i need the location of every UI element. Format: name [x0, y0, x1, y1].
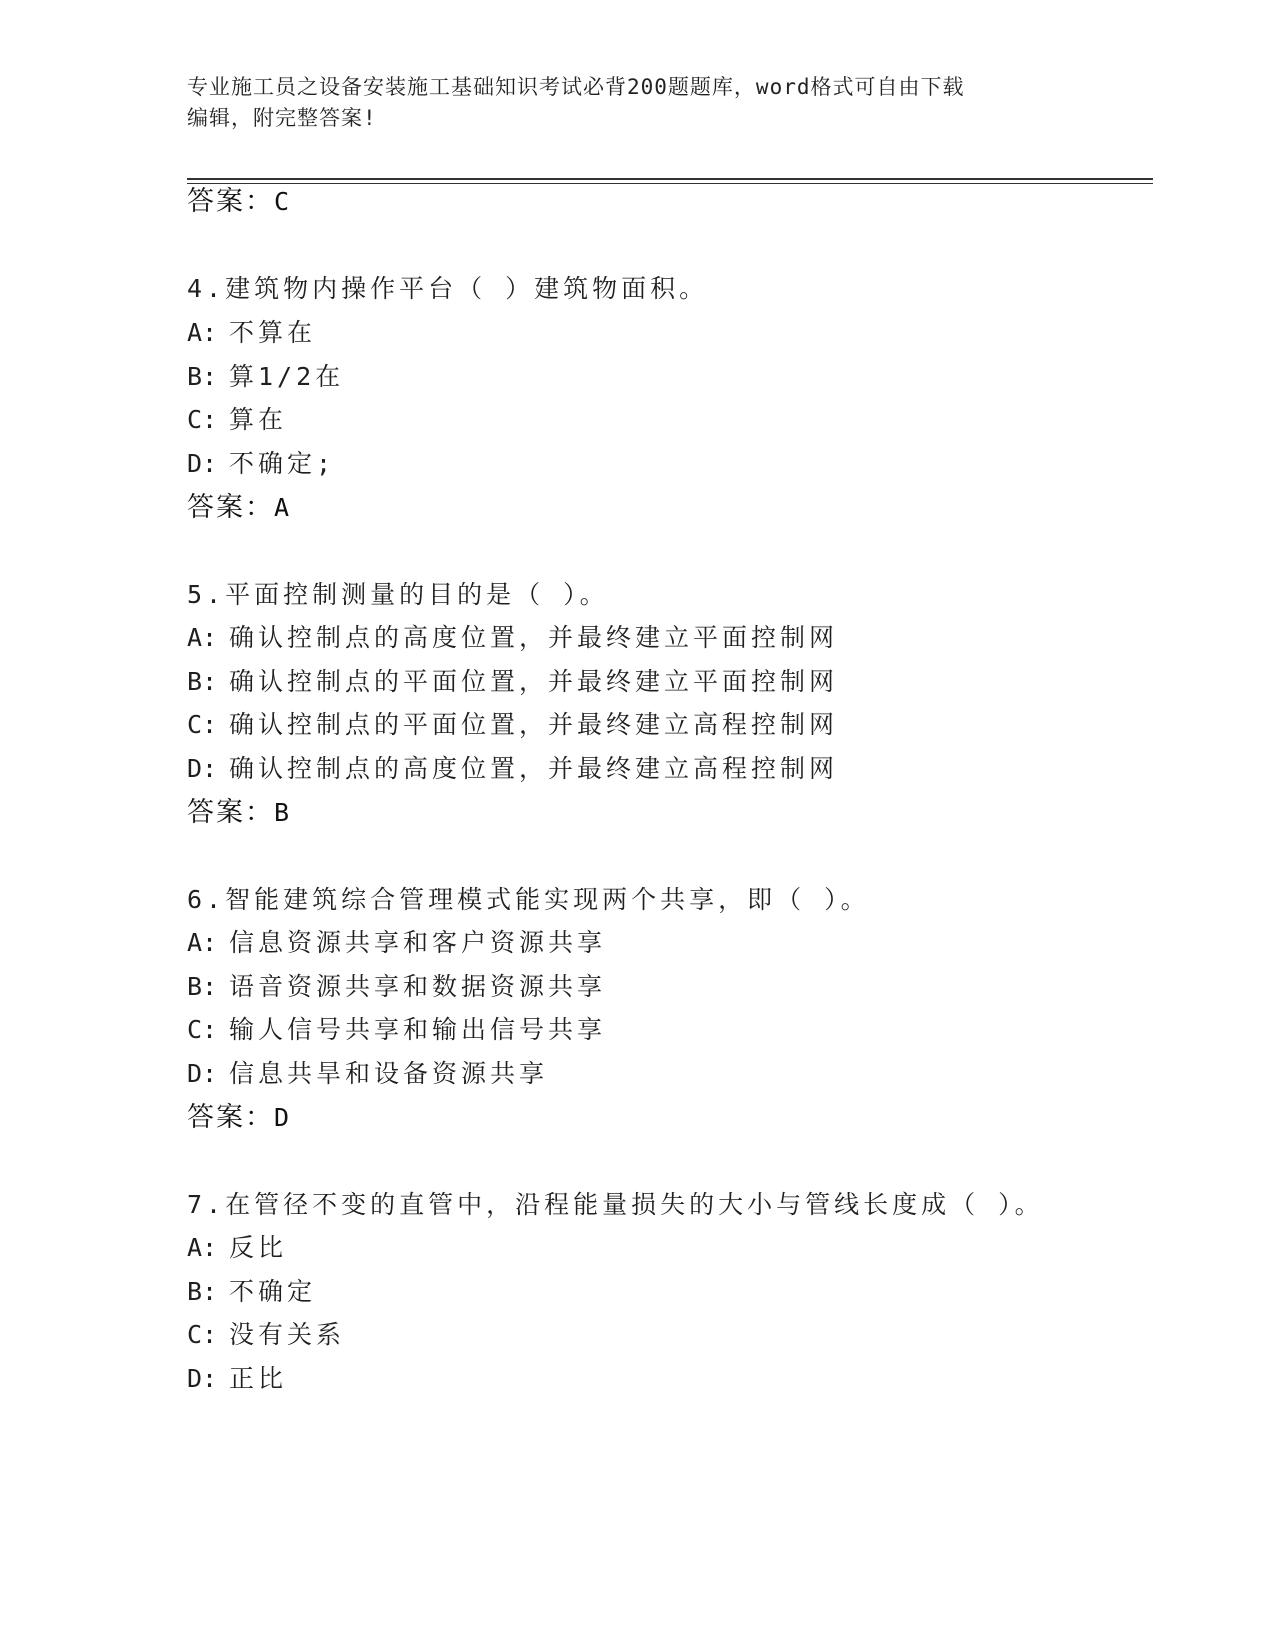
answer-label: 答案： [187, 186, 274, 216]
question-text: 6.智能建筑综合管理模式能实现两个共享，即（ ）。 [187, 885, 870, 914]
option-line [187, 667, 838, 697]
option-letter: D: [187, 1059, 218, 1088]
option-letter: A: [187, 928, 218, 957]
option-letter: D: [187, 1364, 218, 1393]
option-letter: C: [187, 1320, 218, 1349]
option-text: 信息资源共享和客户资源共享 [229, 928, 607, 957]
option-line [187, 449, 335, 479]
option-letter: B: [187, 667, 218, 696]
answer-label: 答案： [187, 1102, 274, 1132]
header-line-2: 编辑，附完整答案! [187, 106, 377, 130]
option-text: 确认控制点的平面位置，并最终建立高程控制网 [229, 710, 839, 739]
option-text: 算在 [229, 405, 288, 434]
option-letter: A: [187, 318, 218, 347]
option-line [187, 1277, 316, 1307]
option-text: 不确定; [229, 449, 336, 478]
option-text: 信息共旱和设备资源共享 [229, 1059, 549, 1088]
option-letter: D: [187, 449, 218, 478]
option-text: 算1/2在 [229, 362, 345, 391]
option-letter: C: [187, 1015, 218, 1044]
header-line-1: 专业施工员之设备安装施工基础知识考试必背200题题库，word格式可自由下载 [187, 75, 965, 99]
option-letter: D: [187, 754, 218, 783]
option-line [187, 318, 316, 348]
option-line [187, 1059, 548, 1089]
option-letter: B: [187, 972, 218, 1001]
option-line [187, 623, 838, 653]
option-text: 没有关系 [229, 1320, 346, 1349]
question-text: 5.平面控制测量的目的是（ ）。 [187, 580, 609, 609]
option-line [187, 754, 838, 784]
answer-line [187, 492, 291, 523]
option-letter: A: [187, 623, 218, 652]
option-text: 输人信号共享和输出信号共享 [229, 1015, 607, 1044]
option-line [187, 1015, 606, 1045]
answer-line [187, 1102, 291, 1133]
option-text: 反比 [229, 1233, 288, 1262]
answer-value: C [274, 187, 292, 216]
answer-line [187, 186, 291, 217]
option-line [187, 928, 606, 958]
answer-value: A [274, 493, 292, 522]
question-text: 4.建筑物内操作平台（ ）建筑物面积。 [187, 274, 709, 303]
option-line [187, 1320, 345, 1350]
option-line [187, 1364, 287, 1394]
option-text: 确认控制点的高度位置，并最终建立平面控制网 [229, 623, 839, 652]
answer-line [187, 797, 291, 828]
option-text: 正比 [229, 1364, 288, 1393]
header-divider-thin [187, 183, 1153, 184]
answer-label: 答案： [187, 797, 274, 827]
option-line [187, 972, 606, 1002]
option-text: 确认控制点的平面位置，并最终建立平面控制网 [229, 667, 839, 696]
answer-label: 答案： [187, 492, 274, 522]
option-text: 不算在 [229, 318, 317, 347]
option-line [187, 405, 287, 435]
header-divider-thick [187, 178, 1153, 180]
option-letter: C: [187, 710, 218, 739]
option-line [187, 1233, 287, 1263]
option-text: 语音资源共享和数据资源共享 [229, 972, 607, 1001]
answer-value: D [274, 1103, 292, 1132]
answer-value: B [274, 798, 292, 827]
option-letter: A: [187, 1233, 218, 1262]
option-letter: C: [187, 405, 218, 434]
question-text: 7.在管径不变的直管中，沿程能量损失的大小与管线长度成（ ）。 [187, 1190, 1044, 1219]
option-line [187, 710, 838, 740]
document-header [187, 72, 1067, 134]
option-letter: B: [187, 1277, 218, 1306]
option-text: 不确定 [229, 1277, 317, 1306]
option-letter: B: [187, 362, 218, 391]
option-line [187, 362, 344, 392]
option-text: 确认控制点的高度位置，并最终建立高程控制网 [229, 754, 839, 783]
